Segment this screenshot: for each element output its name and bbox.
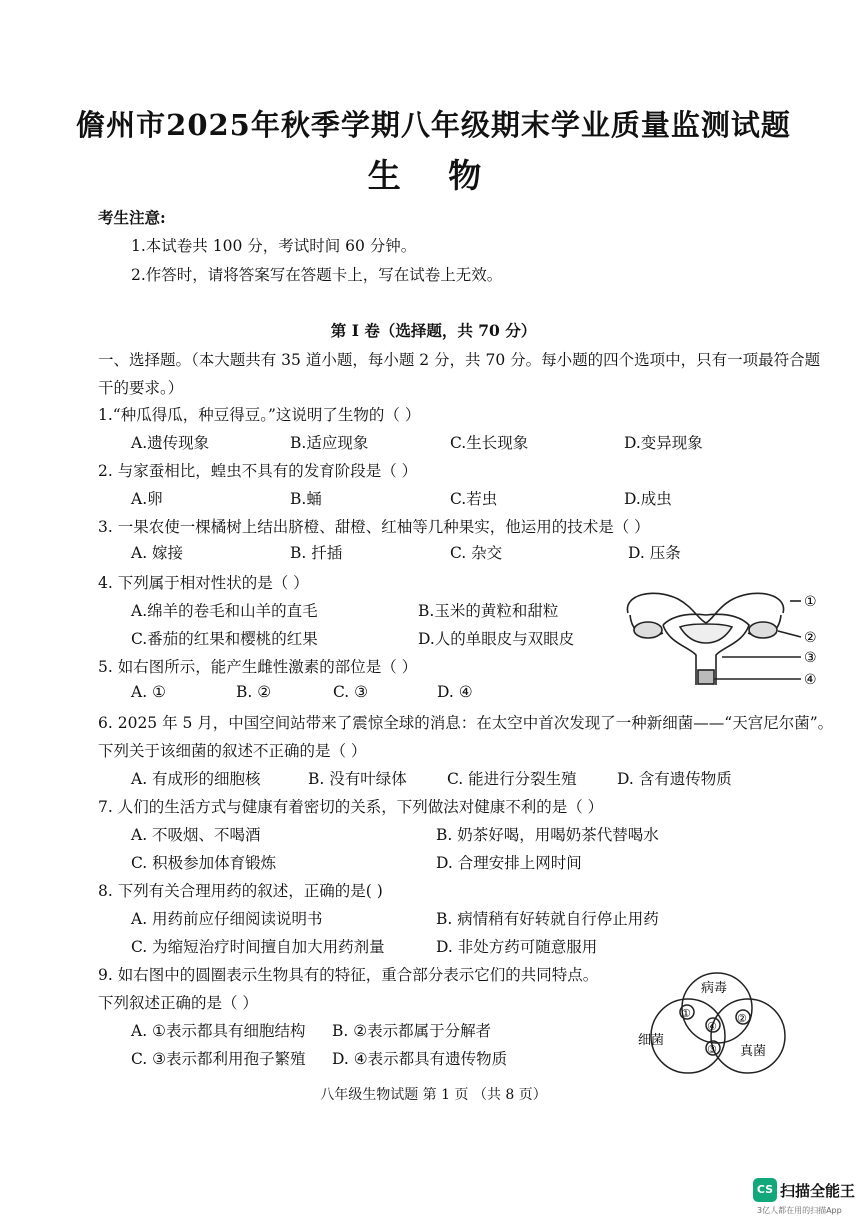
option: C.生长现象 (450, 434, 529, 452)
figure-label: ① (804, 594, 817, 610)
option: D.变异现象 (624, 434, 703, 452)
option: A.遗传现象 (131, 434, 210, 452)
question-stem: 5. 如右图所示，能产生雌性激素的部位是（ ） (98, 658, 418, 676)
question-stem: 1.“种瓜得瓜，种豆得豆。”这说明了生物的（ ） (98, 406, 421, 424)
option: C. 积极参加体育锻炼 (131, 854, 277, 872)
question-stem: 3. 一果农使一棵橘树上结出脐橙、甜橙、红柚等几种果实，他运用的技术是（ ） (98, 518, 650, 536)
option: B. ②表示都属于分解者 (332, 1022, 492, 1040)
venn-region: ② (737, 1012, 747, 1025)
option: A. 嫁接 (131, 544, 184, 562)
question-stem: 7. 人们的生活方式与健康有着密切的关系，下列做法对健康不利的是（ ） (98, 798, 604, 816)
option: A. ①表示都具有细胞结构 (131, 1022, 306, 1040)
section-heading: 第 I 卷（选择题，共 70 分） (330, 321, 537, 340)
venn-region: ④ (707, 1020, 717, 1033)
figure-label: ③ (804, 650, 817, 666)
section-instruction: 干的要求。） (98, 379, 184, 397)
option: B. ② (236, 683, 272, 701)
venn-diagram (628, 970, 806, 1078)
option: D. 压条 (628, 544, 681, 562)
venn-region: ① (681, 1007, 691, 1020)
option: C. ③表示都利用孢子繁殖 (131, 1050, 306, 1068)
figure-label: ② (804, 630, 817, 646)
option: B.适应现象 (290, 434, 369, 452)
exam-title: 儋州市2025年秋季学期八年级期末学业质量监测试题 (76, 108, 791, 142)
option: D.成虫 (624, 490, 672, 508)
option: A. 不吸烟、不喝酒 (131, 826, 261, 844)
option: D. ④表示都具有遗传物质 (332, 1050, 508, 1068)
option: D. 合理安排上网时间 (436, 854, 582, 872)
venn-label-virus: 病毒 (701, 981, 728, 996)
option: D.人的单眼皮与双眼皮 (418, 630, 575, 648)
question-stem: 2. 与家蚕相比，蝗虫不具有的发育阶段是（ ） (98, 462, 418, 480)
option: B.蛹 (290, 490, 322, 508)
subject-title: 生 物 (367, 156, 500, 195)
option: B.玉米的黄粒和甜粒 (418, 602, 559, 620)
venn-label-fungi: 真菌 (740, 1044, 767, 1059)
venn-label-bacteria: 细菌 (638, 1033, 665, 1048)
option: A. ① (131, 683, 166, 701)
option: D. ④ (437, 683, 473, 701)
section-instruction: 一、选择题。（本大题共有 35 道小题，每小题 2 分，共 70 分。每小题的四个选项中，只有一项最符合题 (98, 351, 821, 369)
option: A.卵 (131, 490, 163, 508)
notice-item: 2.作答时，请将答案写在答题卡上，写在试卷上无效。 (131, 266, 503, 284)
option: C. 能进行分裂生殖 (447, 770, 577, 788)
option: B. 扦插 (290, 544, 343, 562)
scanner-logo-icon: CS (753, 1178, 777, 1202)
page-footer: 八年级生物试题 第 1 页 （共 8 页） (320, 1087, 547, 1103)
question-stem: 9. 如右图中的圆圈表示生物具有的特征，重合部分表示它们的共同特点。 (98, 966, 599, 984)
question-stem: 4. 下列属于相对性状的是（ ） (98, 574, 309, 592)
notice-heading: 考生注意: (98, 208, 166, 227)
option: C.若虫 (450, 490, 498, 508)
option: C. ③ (333, 683, 369, 701)
venn-region: ③ (707, 1043, 717, 1056)
figure-label: ④ (804, 672, 817, 688)
option: B. 没有叶绿体 (308, 770, 407, 788)
question-stem: 下列叙述正确的是（ ） (98, 994, 258, 1012)
option: D. 非处方药可随意服用 (436, 938, 598, 956)
option: D. 含有遗传物质 (617, 770, 732, 788)
option: B. 病情稍有好转就自行停止用药 (436, 910, 659, 928)
notice-item: 1.本试卷共 100 分，考试时间 60 分钟。 (131, 237, 417, 255)
option: B. 奶茶好喝，用喝奶茶代替喝水 (436, 826, 659, 844)
option: A. 用药前应仔细阅读说明书 (131, 910, 323, 928)
option: C. 杂交 (450, 544, 503, 562)
option: A. 有成形的细胞核 (131, 770, 261, 788)
uterus-diagram (618, 585, 823, 695)
question-stem: 下列关于该细菌的叙述不正确的是（ ） (98, 742, 367, 760)
watermark-slogan: 3亿人都在用的扫描App (756, 1206, 842, 1215)
watermark-name: 扫描全能王 (779, 1181, 855, 1200)
scanner-watermark (753, 1178, 855, 1215)
option: C.番茄的红果和樱桃的红果 (131, 630, 318, 648)
question-stem: 6. 2025 年 5 月，中国空间站带来了震惊全球的消息：在太空中首次发现了一种新细菌——“天宫尼尔菌”。 (98, 714, 834, 732)
option: C. 为缩短治疗时间擅自加大用药剂量 (131, 938, 385, 956)
question-stem: 8. 下列有关合理用药的叙述，正确的是( ) (98, 882, 383, 900)
option: A.绵羊的卷毛和山羊的直毛 (131, 602, 318, 620)
